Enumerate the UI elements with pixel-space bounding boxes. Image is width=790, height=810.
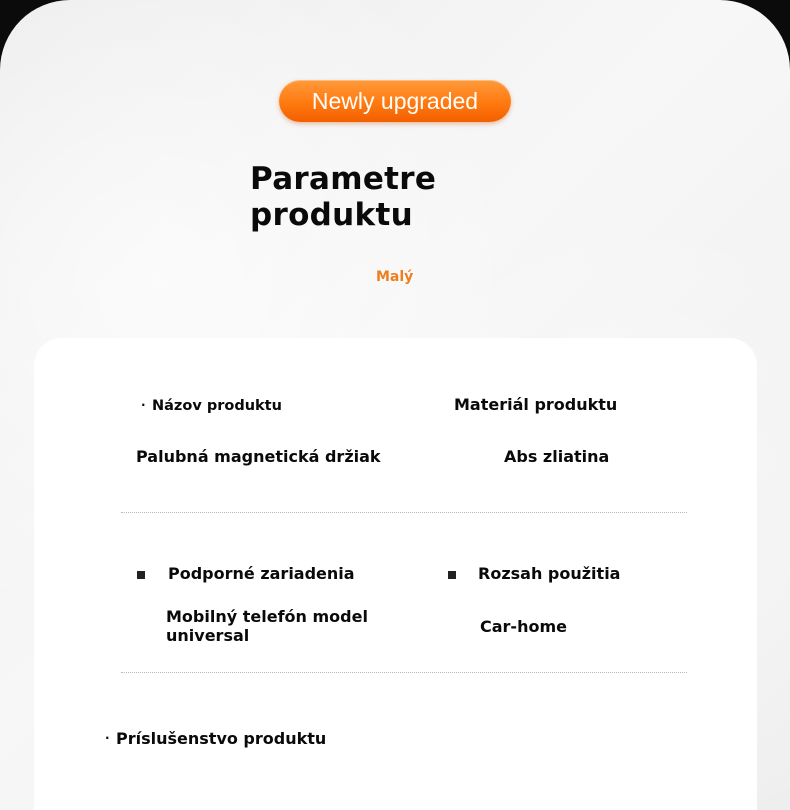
newly-upgraded-badge: Newly upgraded	[279, 80, 511, 122]
title-line-2: produktu	[250, 197, 413, 233]
param-value-product-name: Palubná magnetická držiak	[136, 447, 381, 466]
param-label-accessories: Príslušenstvo produktu	[116, 729, 327, 748]
divider	[121, 512, 687, 513]
page-title	[250, 161, 510, 233]
dot-bullet-icon: ·	[105, 731, 110, 745]
variant-label: Malý	[376, 269, 414, 285]
param-label-product-name: Názov produktu	[152, 398, 282, 414]
square-bullet-icon	[448, 571, 456, 579]
parameters-card	[34, 338, 757, 810]
param-label-usage-range: Rozsah použitia	[478, 564, 621, 583]
title-line-1: Parametre	[250, 161, 437, 197]
param-value-material: Abs zliatina	[504, 447, 610, 466]
param-label-material: Materiál produktu	[454, 395, 618, 414]
param-value-supported-devices: Mobilný telefón model universal	[166, 607, 368, 645]
divider	[121, 672, 687, 673]
param-label-supported-devices: Podporné zariadenia	[168, 564, 355, 583]
square-bullet-icon	[137, 571, 145, 579]
dot-bullet-icon: ·	[141, 398, 146, 412]
param-value-usage-range: Car-home	[480, 617, 567, 636]
